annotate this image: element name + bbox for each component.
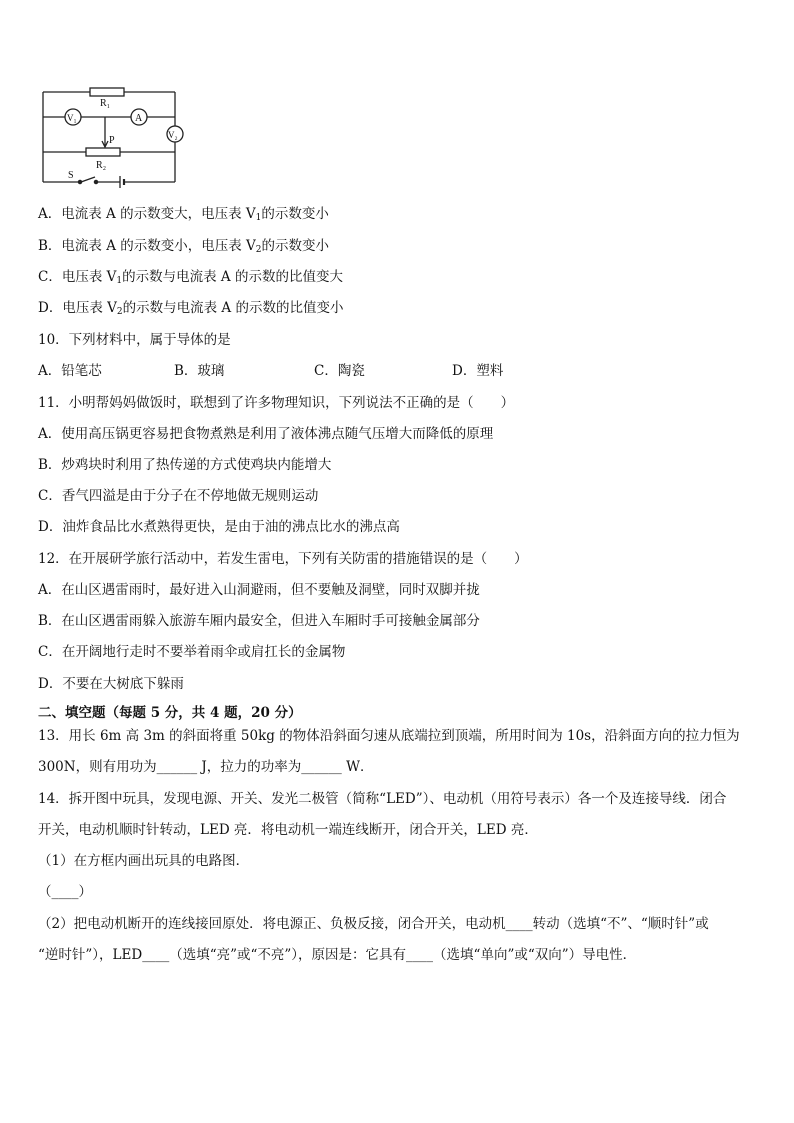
q14-line2: 开关，电动机顺时针转动，LED 亮．将电动机一端连线断开，闭合开关，LED 亮． [38, 822, 538, 838]
q14-part2-line1: （2）把电动机断开的连线接回原处．将电源正、负极反接，闭合开关，电动机____转动（选填“不”、“顺时针”或 [38, 916, 709, 932]
circuit-diagram [38, 84, 188, 190]
q13-line2: 300N，则有用功为______ J，拉力的功率为______ W． [38, 759, 374, 775]
q10-stem: 10．下列材料中，属于导体的是 [38, 332, 231, 348]
q14-line1: 14．拆开图中玩具，发现电源、开关、发光二极管（简称“LED”）、电动机（用符号表示）各一个及连接导线．闭合 [38, 791, 727, 807]
q13-line1: 13．用长 6m 高 3m 的斜面将重 50kg 的物体沿斜面匀速从底端拉到顶端，所用时间为 10s，沿斜面方向的拉力恒为 [38, 728, 740, 744]
r2-label: R₂ [96, 160, 107, 171]
q11-option-a: A．使用高压锅更容易把食物煮熟是利用了液体沸点随气压增大而降低的原理 [38, 426, 494, 442]
q9-option-d: D．电压表 $V_2$的示数与电流表 A 的示数的比值变小 [38, 300, 344, 317]
q10-option-b: B．玻璃 [174, 363, 225, 379]
q9-option-a: A．电流表 A 的示数变大，电压表 $V_1$的示数变小 [38, 206, 329, 223]
r1-label: R₁ [100, 98, 111, 109]
q12-option-c: C．在开阔地行走时不要举着雨伞或肩扛长的金属物 [38, 644, 346, 660]
q12-option-a: A．在山区遇雷雨时，最好进入山洞避雨，但不要触及洞壁，同时双脚并拢 [38, 582, 480, 598]
q10-option-a: A．铅笔芯 [38, 363, 102, 379]
q10-option-d: D．塑料 [452, 363, 504, 379]
q14-blank: （____） [38, 884, 92, 900]
q14-part2-line2: “逆时针”），LED____（选填“亮”或“不亮”），原因是：它具有____（选填“单向”或“双向”）导电性． [38, 947, 637, 963]
q9-option-c: C．电压表 $V_1$的示数与电流表 A 的示数的比值变大 [38, 269, 343, 286]
q11-option-c: C．香气四溢是由于分子在不停地做无规则运动 [38, 488, 319, 504]
q12-option-b: B．在山区遇雷雨躲入旅游车厢内最安全，但进入车厢时手可接触金属部分 [38, 613, 480, 629]
a-label: A [135, 113, 143, 124]
q10-options [38, 361, 503, 381]
q12-stem: 12．在开展研学旅行活动中，若发生雷电，下列有关防雷的措施错误的是（ ） [38, 551, 528, 567]
q10-option-c: C．陶瓷 [314, 363, 365, 379]
q11-stem: 11．小明帮妈妈做饭时，联想到了许多物理知识，下列说法不正确的是（ ） [38, 395, 515, 411]
q12-option-d: D．不要在大树底下躲雨 [38, 676, 184, 692]
q11-option-b: B．炒鸡块时利用了热传递的方式使鸡块内能增大 [38, 457, 332, 473]
v1-label: V₁ [67, 113, 77, 123]
v2-label: V₂ [168, 130, 178, 140]
s-label: S [68, 170, 74, 181]
section-heading: 二、填空题（每题 5 分，共 4 题，20 分） [38, 705, 302, 721]
q11-option-d: D．油炸食品比水煮熟得更快，是由于油的沸点比水的沸点高 [38, 519, 400, 535]
p-label: P [109, 135, 115, 146]
q9-option-b: B．电流表 A 的示数变小，电压表 $V_2$的示数变小 [38, 238, 330, 255]
q14-part1: （1）在方框内画出玩具的电路图． [38, 853, 250, 869]
